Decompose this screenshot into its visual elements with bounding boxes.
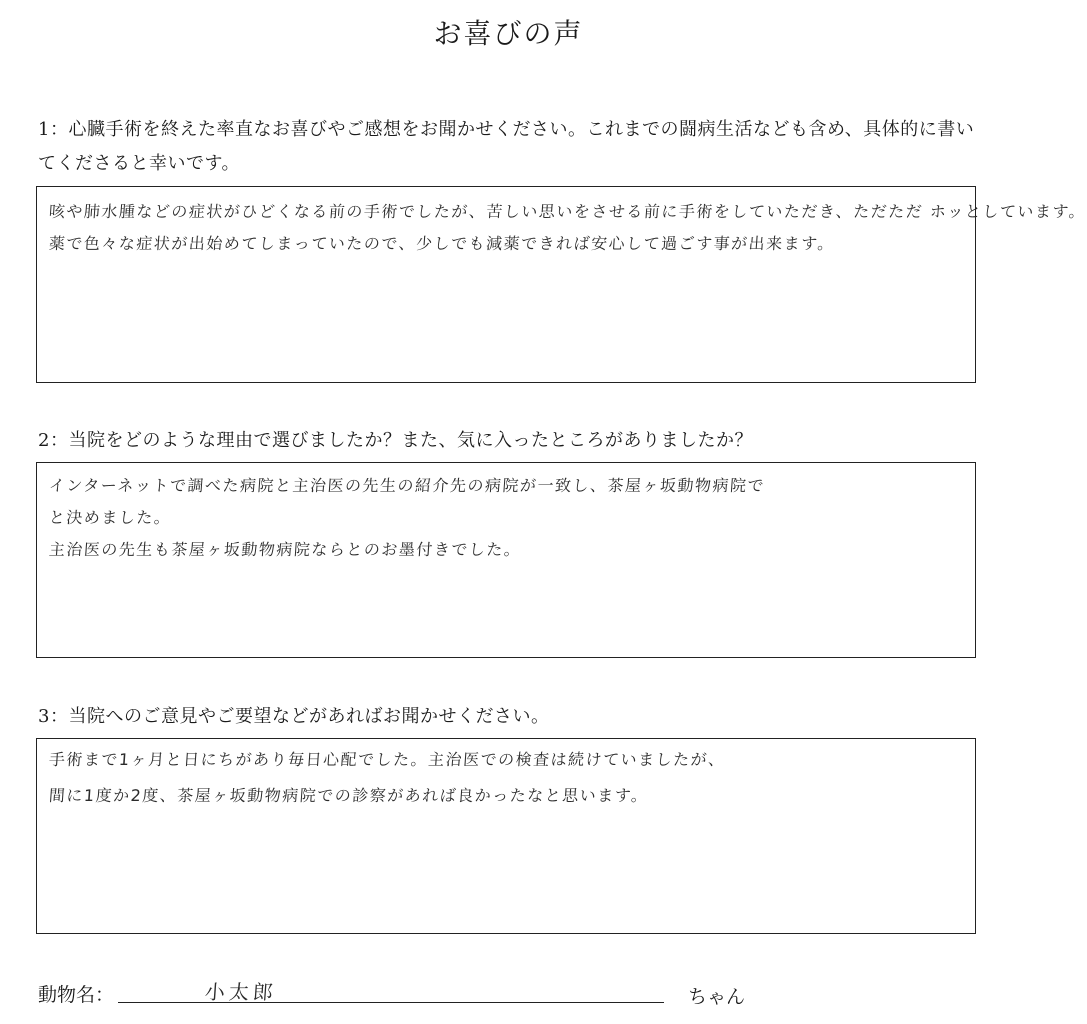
pet-name-suffix: ちゃん xyxy=(688,986,746,1008)
answer-box-3 xyxy=(36,738,976,934)
answer-box-1 xyxy=(36,186,1087,383)
answer-1-line-1: 咳や肺水腫などの症状がひどくなる前の手術でしたが、苦しい思いをさせる前に手術をしていただき、ただただ ホッとしています。 xyxy=(48,202,1087,221)
pet-name-underline xyxy=(118,1002,664,1003)
answer-3-line-2: 間に1度か2度、茶屋ヶ坂動物病院での診察があれば良かったなと思います。 xyxy=(48,786,650,805)
answer-2-line-1: インターネットで調べた病院と主治医の先生の紹介先の病院が一致し、茶屋ヶ坂動物病院で xyxy=(48,476,766,495)
pet-name-value: 小太郎 xyxy=(204,980,278,1004)
answer-box-2 xyxy=(36,462,976,658)
page-title: お喜びの声 xyxy=(433,17,584,50)
question-2: 2：当院をどのような理由で選びましたか？また、気に入ったところがありましたか？ xyxy=(38,430,753,451)
question-1: 1：心臓手術を終えた率直なお喜びやご感想をお聞かせください。これまでの闘病生活なども含め、具体的に書いてくださると幸いです。 xyxy=(38,119,975,174)
question-3: 3：当院へのご意見やご要望などがあればお聞かせください。 xyxy=(38,706,550,727)
answer-2-line-3: 主治医の先生も茶屋ヶ坂動物病院ならとのお墨付きでした。 xyxy=(48,540,523,559)
answer-2-line-2: と決めました。 xyxy=(48,508,173,527)
answer-1-line-2: 薬で色々な症状が出始めてしまっていたので、少しでも減薬できれば安心して過ごす事が出来ます。 xyxy=(48,234,836,253)
pet-name-label: 動物名： xyxy=(38,984,115,1006)
answer-3-line-1: 手術まで1ヶ月と日にちがあり毎日心配でした。主治医での検査は続けていましたが、 xyxy=(48,750,727,769)
